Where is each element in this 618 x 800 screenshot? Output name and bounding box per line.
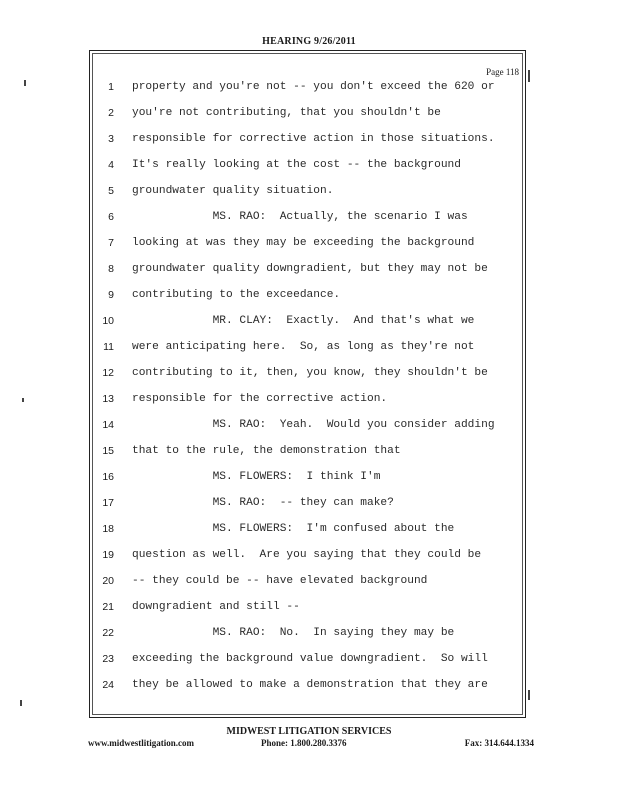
line-number: 3	[108, 133, 114, 145]
transcript-line	[90, 497, 527, 515]
line-text: looking at was they may be exceeding the background	[132, 237, 475, 249]
line-number: 15	[102, 445, 114, 457]
line-number: 13	[102, 393, 114, 405]
line-text: It's really looking at the cost -- the background	[132, 159, 461, 171]
footer-website: www.midwestlitigation.com	[88, 738, 194, 748]
line-number: 14	[102, 419, 114, 431]
transcript-line	[90, 549, 527, 567]
scan-speck	[528, 690, 530, 700]
transcript-line	[90, 419, 527, 437]
line-number: 17	[102, 497, 114, 509]
line-number: 22	[102, 627, 114, 639]
line-text: downgradient and still --	[132, 601, 300, 613]
line-text: MR. CLAY: Exactly. And that's what we	[132, 315, 475, 327]
scan-speck	[528, 70, 530, 82]
line-number: 5	[108, 185, 114, 197]
transcript-line	[90, 367, 527, 385]
transcript-line	[90, 133, 527, 151]
line-number: 12	[102, 367, 114, 379]
transcript-line	[90, 393, 527, 411]
footer-fax: Fax: 314.644.1334	[464, 738, 534, 748]
line-text: responsible for the corrective action.	[132, 393, 388, 405]
line-number: 6	[108, 211, 114, 223]
footer-phone: Phone: 1.800.280.3376	[261, 738, 347, 748]
transcript-line	[90, 107, 527, 125]
line-text: contributing to the exceedance.	[132, 289, 341, 301]
scan-speck	[22, 398, 24, 402]
line-text: property and you're not -- you don't exceed the 620 or	[132, 81, 495, 93]
line-text: -- they could be -- have elevated background	[132, 575, 428, 587]
transcript-line	[90, 159, 527, 177]
transcript-line	[90, 471, 527, 489]
document-header: HEARING 9/26/2011	[262, 36, 356, 47]
line-text: groundwater quality downgradient, but they may not be	[132, 263, 488, 275]
line-text: MS. FLOWERS: I think I'm	[132, 471, 381, 483]
line-text: MS. RAO: -- they can make?	[132, 497, 394, 509]
line-text: responsible for corrective action in those situations.	[132, 133, 495, 145]
transcript-line	[90, 81, 527, 99]
transcript-line	[90, 341, 527, 359]
line-number: 4	[108, 159, 114, 171]
line-text: MS. RAO: Yeah. Would you consider adding	[132, 419, 495, 431]
line-text: contributing to it, then, you know, they shouldn't be	[132, 367, 488, 379]
line-number: 23	[102, 653, 114, 665]
line-text: they be allowed to make a demonstration that they are	[132, 679, 488, 691]
line-number: 20	[102, 575, 114, 587]
line-number: 2	[108, 107, 114, 119]
line-text: MS. RAO: Actually, the scenario I was	[132, 211, 468, 223]
transcript-line	[90, 211, 527, 229]
line-text: MS. RAO: No. In saying they may be	[132, 627, 455, 639]
line-number: 16	[102, 471, 114, 483]
line-text: groundwater quality situation.	[132, 185, 334, 197]
transcript-line	[90, 315, 527, 333]
line-number: 19	[102, 549, 114, 561]
page-number: Page 118	[486, 67, 519, 77]
transcript-line	[90, 185, 527, 203]
transcript-line	[90, 445, 527, 463]
transcript-line	[90, 601, 527, 619]
line-text: you're not contributing, that you shouldn't be	[132, 107, 441, 119]
line-text: question as well. Are you saying that they could be	[132, 549, 482, 561]
line-number: 21	[102, 601, 114, 613]
line-number: 1	[108, 81, 114, 93]
transcript-line	[90, 679, 527, 697]
line-number: 18	[102, 523, 114, 535]
transcript-line	[90, 289, 527, 307]
line-number: 11	[103, 341, 114, 353]
transcript-line	[90, 627, 527, 645]
line-text: exceeding the background value downgradient. So will	[132, 653, 488, 665]
line-number: 10	[102, 315, 114, 327]
line-text: that to the rule, the demonstration that	[132, 445, 401, 457]
line-number: 8	[108, 263, 114, 275]
transcript-line	[90, 523, 527, 541]
scan-speck	[20, 700, 22, 706]
transcript-line	[90, 653, 527, 671]
transcript-page-frame	[89, 50, 526, 718]
line-number: 7	[108, 237, 114, 249]
transcript-line	[90, 263, 527, 281]
line-number: 9	[108, 289, 114, 301]
line-text: MS. FLOWERS: I'm confused about the	[132, 523, 455, 535]
footer-company: MIDWEST LITIGATION SERVICES	[226, 726, 392, 737]
line-text: were anticipating here. So, as long as they're not	[132, 341, 475, 353]
transcript-line	[90, 575, 527, 593]
line-number: 24	[102, 679, 114, 691]
scan-speck	[24, 80, 26, 86]
transcript-line	[90, 237, 527, 255]
